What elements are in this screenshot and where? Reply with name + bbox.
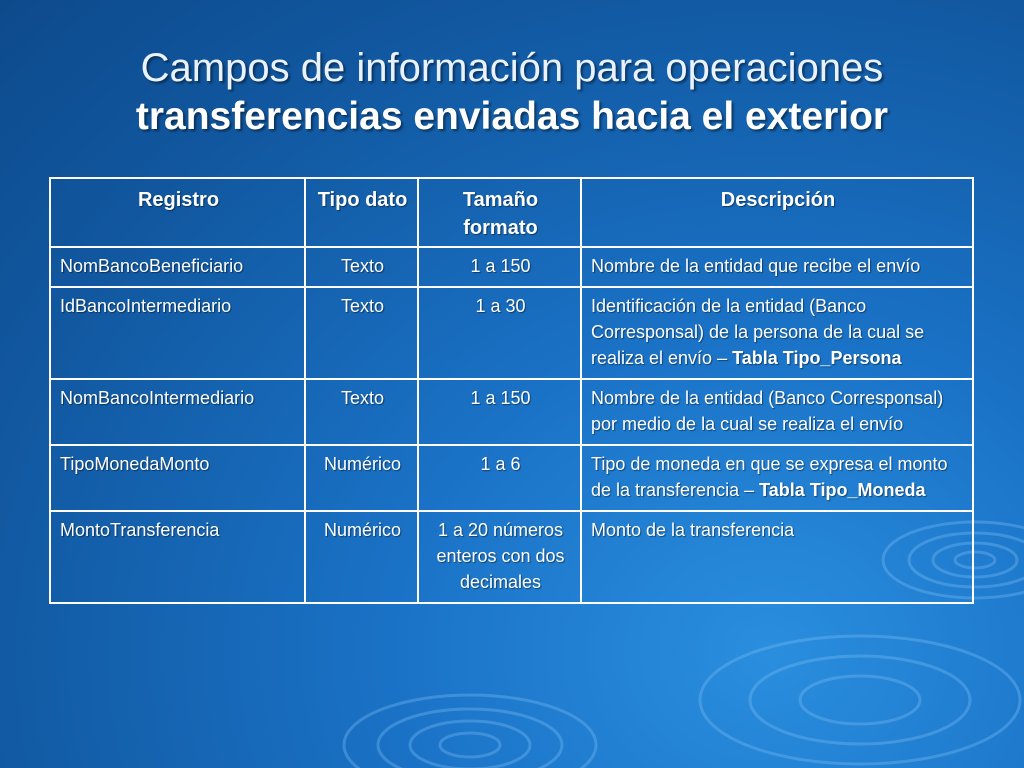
cell-tamano: 1 a 30 [418,287,581,379]
cell-tipo: Texto [305,287,418,379]
table-row [50,445,973,511]
cell-descripcion [581,379,973,445]
descripcion-text: Identificación de la entidad (Banco Corresponsal) de la persona de la cual se realiza el envío – [591,296,925,368]
descripcion-text: Nombre de la entidad (Banco Corresponsal) por medio de la cual se realiza el envío [591,388,944,434]
cell-tipo: Numérico [305,511,418,603]
cell-tamano: 1 a 20 números enteros con dos decimales [418,511,581,603]
cell-descripcion [581,247,973,287]
descripcion-table-ref: Tabla Tipo_Moneda [759,480,926,500]
cell-registro: TipoMonedaMonto [50,445,305,511]
cell-tamano: 1 a 150 [418,247,581,287]
descripcion-text: Monto de la transferencia [591,520,795,540]
table-row [50,247,973,287]
header-descripcion: Descripción [581,178,973,247]
table-row [50,511,973,603]
cell-registro: NomBancoIntermediario [50,379,305,445]
table-row [50,287,973,379]
cell-tipo: Texto [305,379,418,445]
cell-descripcion [581,511,973,603]
table-header-row [50,178,973,247]
cell-tamano: 1 a 6 [418,445,581,511]
descripcion-text: Tipo de moneda en que se expresa el monto de la transferencia – [591,454,948,500]
cell-tipo: Texto [305,247,418,287]
header-registro: Registro [50,178,305,247]
descripcion-text: Nombre de la entidad que recibe el envío [591,256,921,276]
cell-registro: MontoTransferencia [50,511,305,603]
header-tamano-formato: Tamaño formato [418,178,581,247]
cell-descripcion [581,287,973,379]
cell-registro: NomBancoBeneficiario [50,247,305,287]
cell-registro: IdBancoIntermediario [50,287,305,379]
cell-descripcion [581,445,973,511]
cell-tipo: Numérico [305,445,418,511]
fields-table [49,177,974,604]
header-tipo-dato: Tipo dato [305,178,418,247]
table-row [50,379,973,445]
descripcion-table-ref: Tabla Tipo_Persona [732,348,902,368]
slide-title [0,44,1024,142]
title-line-2: transferencias enviadas hacia el exterior [135,95,889,138]
title-line-1: Campos de información para operaciones [140,46,884,90]
cell-tamano: 1 a 150 [418,379,581,445]
